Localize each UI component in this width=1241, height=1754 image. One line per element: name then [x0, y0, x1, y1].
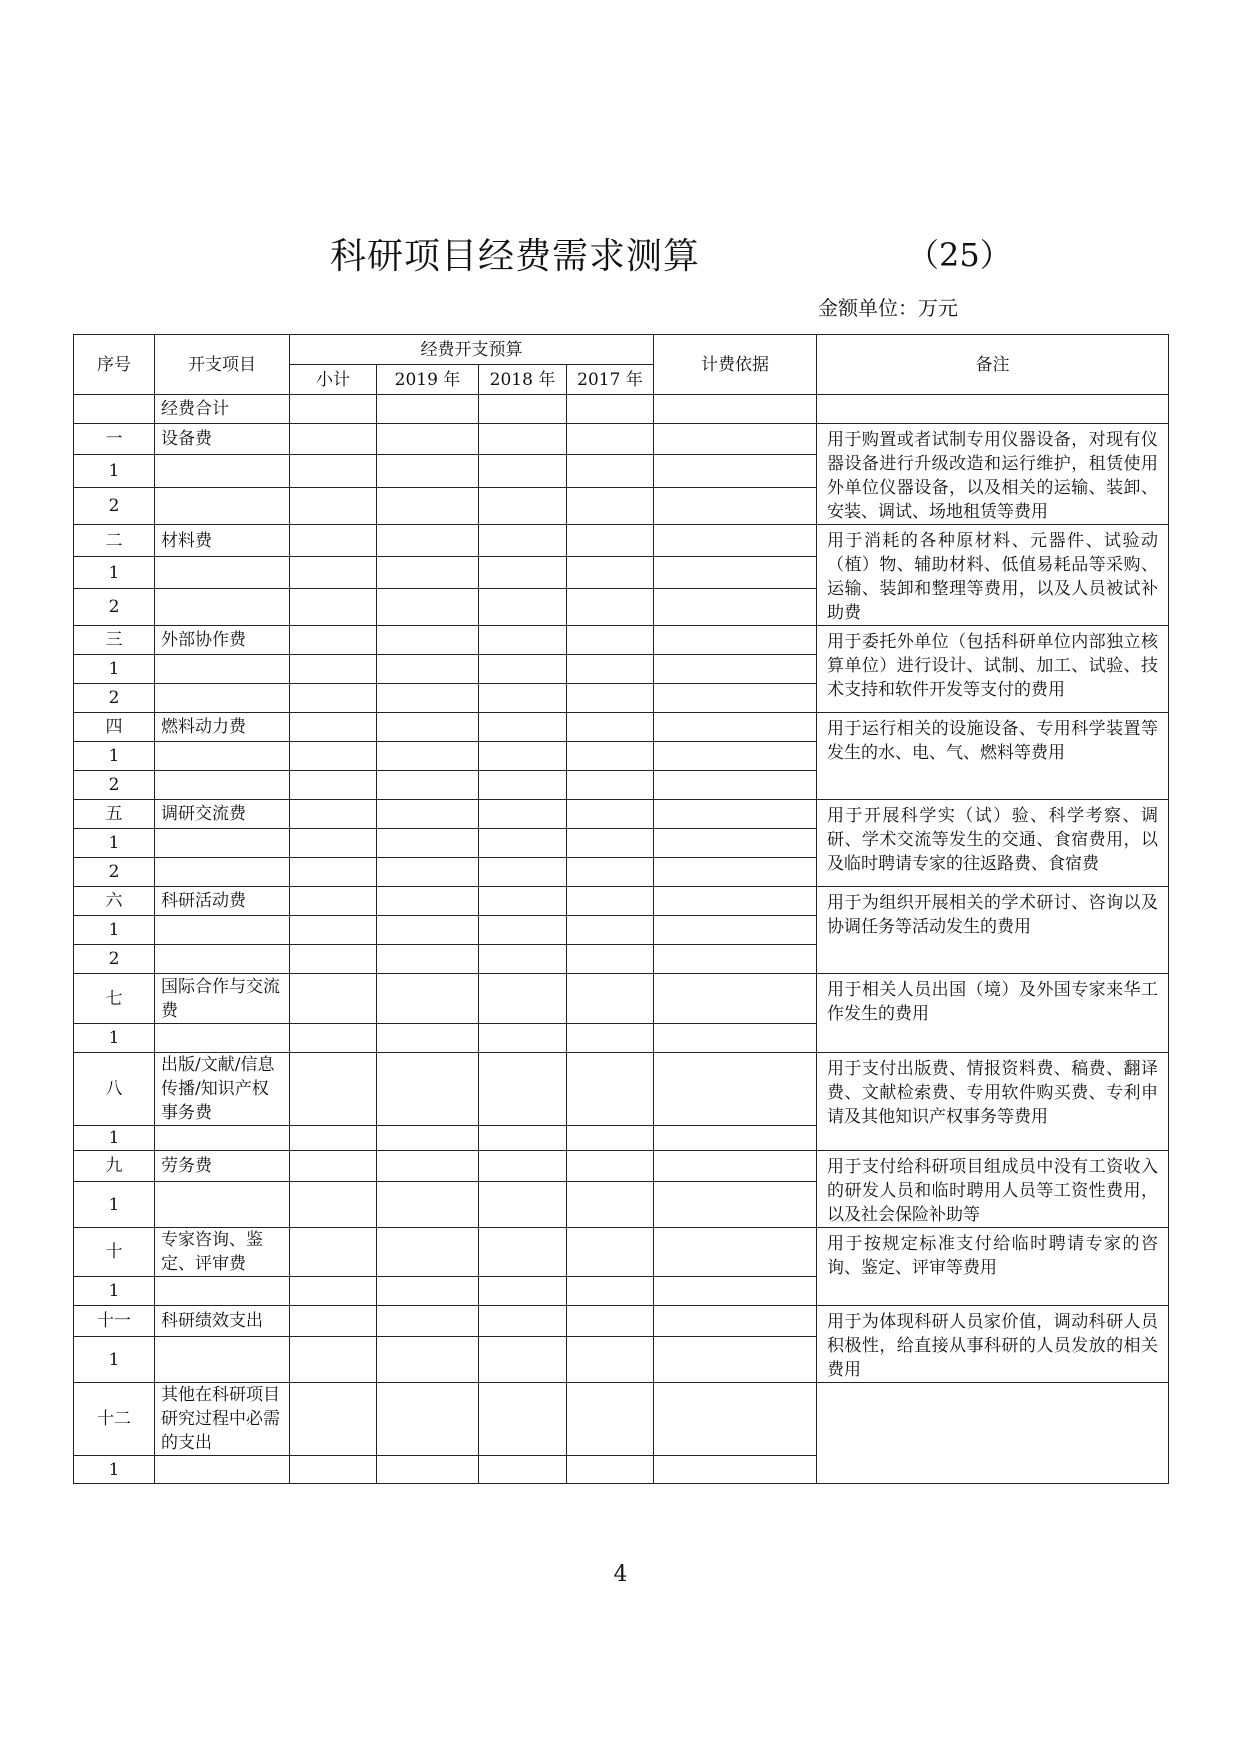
header-subtotal: 小计 — [290, 365, 377, 395]
header-seq: 序号 — [74, 335, 155, 395]
sub-item-name — [155, 829, 290, 858]
amount-2018-cell — [479, 1024, 567, 1053]
sub-item-number: 2 — [74, 589, 155, 626]
sub-item-name — [155, 684, 290, 713]
amount-2018-cell — [479, 684, 567, 713]
subtotal-cell — [290, 487, 377, 524]
amount-2019-cell — [377, 771, 479, 800]
subtotal-cell — [290, 800, 377, 829]
category-number: 十二 — [74, 1383, 155, 1456]
subtotal-cell — [290, 589, 377, 626]
expense-category-row — [74, 525, 1169, 557]
category-name: 调研交流费 — [155, 800, 290, 829]
amount-2019-cell — [377, 916, 479, 945]
amount-2019-cell — [377, 557, 479, 589]
basis-cell — [654, 974, 817, 1024]
category-note: 用于购置或者试制专用仪器设备，对现有仪器设备进行升级改造和运行维护，租赁使用外单位仪器设备，以及相关的运输、装卸、安装、调试、场地租赁等费用 — [817, 424, 1169, 525]
category-note: 用于为组织开展相关的学术研讨、咨询以及协调任务等活动发生的费用 — [817, 887, 1169, 974]
amount-2018-cell — [479, 945, 567, 974]
amount-2018-cell — [479, 1456, 567, 1484]
amount-2017-cell — [567, 684, 654, 713]
amount-2019-cell — [377, 1151, 479, 1182]
amount-2017-cell — [567, 626, 654, 655]
category-note: 用于委托外单位（包括科研单位内部独立核算单位）进行设计、试制、加工、试验、技术支持和软件开发等支付的费用 — [817, 626, 1169, 713]
subtotal-cell — [290, 945, 377, 974]
basis-cell — [654, 829, 817, 858]
amount-2018-cell — [479, 1053, 567, 1126]
basis-cell — [654, 713, 817, 742]
header-item: 开支项目 — [155, 335, 290, 395]
basis-cell — [654, 626, 817, 655]
sub-item-name — [155, 655, 290, 684]
amount-2017-cell — [567, 1383, 654, 1456]
subtotal-cell — [290, 1182, 377, 1228]
subtotal-cell — [290, 1277, 377, 1306]
subtotal-cell — [290, 525, 377, 557]
category-name: 出版/文献/信息传播/知识产权事务费 — [155, 1053, 290, 1126]
expense-category-row — [74, 1306, 1169, 1337]
amount-2018-cell — [479, 626, 567, 655]
subtotal-cell — [290, 858, 377, 887]
amount-2018-cell — [479, 829, 567, 858]
amount-2019-cell — [377, 1337, 479, 1383]
amount-2018-cell — [479, 916, 567, 945]
expense-category-row — [74, 1053, 1169, 1126]
category-number: 二 — [74, 525, 155, 557]
budget-table — [73, 334, 1169, 1484]
sub-item-number: 2 — [74, 771, 155, 800]
amount-2018-cell — [479, 1228, 567, 1277]
sub-item-number: 1 — [74, 1024, 155, 1053]
subtotal-cell — [290, 771, 377, 800]
subtotal-cell — [290, 887, 377, 916]
subtotal-cell — [290, 1151, 377, 1182]
amount-2017-cell — [567, 1126, 654, 1151]
sub-item-name — [155, 487, 290, 524]
basis-cell — [654, 1024, 817, 1053]
amount-2017-cell — [567, 1337, 654, 1383]
subtotal-cell — [290, 713, 377, 742]
subtotal-cell — [290, 1024, 377, 1053]
header-notes: 备注 — [817, 335, 1169, 395]
expense-category-row — [74, 1228, 1169, 1277]
expense-category-row — [74, 974, 1169, 1024]
basis-cell — [654, 887, 817, 916]
basis-cell — [654, 455, 817, 488]
amount-2019-cell — [377, 626, 479, 655]
basis-cell — [654, 1126, 817, 1151]
subtotal-cell — [290, 455, 377, 488]
basis-cell — [654, 1277, 817, 1306]
sub-item-number: 1 — [74, 742, 155, 771]
category-name: 外部协作费 — [155, 626, 290, 655]
basis-cell — [654, 557, 817, 589]
amount-2019-cell — [377, 742, 479, 771]
sub-item-name — [155, 945, 290, 974]
amount-2019-cell — [377, 589, 479, 626]
page-title: 科研项目经费需求测算 — [330, 236, 701, 277]
category-name: 科研活动费 — [155, 887, 290, 916]
basis-cell — [654, 655, 817, 684]
header-2017: 2017 年 — [567, 365, 654, 395]
amount-2018-cell — [479, 974, 567, 1024]
amount-2018-cell — [479, 424, 567, 455]
subtotal-cell — [290, 655, 377, 684]
amount-2018-cell — [479, 713, 567, 742]
sub-item-number: 1 — [74, 455, 155, 488]
amount-2018-cell — [479, 887, 567, 916]
amount-2019-cell — [377, 684, 479, 713]
sub-item-name — [155, 557, 290, 589]
sub-item-name — [155, 771, 290, 800]
category-note: 用于消耗的各种原材料、元器件、试验动（植）物、辅助材料、低值易耗品等采购、运输、装卸和整理等费用，以及人员被试补助费 — [817, 525, 1169, 626]
amount-2017-cell — [567, 1024, 654, 1053]
category-number: 十一 — [74, 1306, 155, 1337]
sub-item-name — [155, 1024, 290, 1053]
amount-2019-cell — [377, 1228, 479, 1277]
category-note: 用于支付出版费、情报资料费、稿费、翻译费、文献检索费、专用软件购买费、专利申请及其他知识产权事务等费用 — [817, 1053, 1169, 1151]
basis-cell — [654, 487, 817, 524]
total-label: 经费合计 — [155, 395, 290, 424]
basis-cell — [654, 1337, 817, 1383]
subtotal-cell — [290, 557, 377, 589]
sub-item-number: 1 — [74, 557, 155, 589]
subtotal-cell — [290, 1053, 377, 1126]
basis-cell — [654, 684, 817, 713]
sub-item-number: 1 — [74, 829, 155, 858]
amount-2018-cell — [479, 771, 567, 800]
basis-cell — [654, 525, 817, 557]
amount-2019-cell — [377, 455, 479, 488]
amount-2017-cell — [567, 1456, 654, 1484]
amount-2019-cell — [377, 1277, 479, 1306]
sub-item-number: 2 — [74, 945, 155, 974]
header-2018: 2018 年 — [479, 365, 567, 395]
sub-item-name — [155, 858, 290, 887]
amount-2019-cell — [377, 800, 479, 829]
sub-item-name — [155, 455, 290, 488]
category-name: 其他在科研项目研究过程中必需的支出 — [155, 1383, 290, 1456]
amount-2018-cell — [479, 742, 567, 771]
basis-cell — [654, 1053, 817, 1126]
category-number: 三 — [74, 626, 155, 655]
amount-2017-cell — [567, 916, 654, 945]
basis-cell — [654, 945, 817, 974]
amount-unit: 金额单位：万元 — [818, 296, 958, 320]
category-note — [817, 1383, 1169, 1484]
basis-cell — [654, 589, 817, 626]
amount-2019-cell — [377, 1383, 479, 1456]
amount-2017-cell — [567, 945, 654, 974]
sub-item-number: 1 — [74, 1337, 155, 1383]
amount-2019-cell — [377, 655, 479, 684]
sub-item-name — [155, 1277, 290, 1306]
expense-category-row — [74, 424, 1169, 455]
sub-item-number: 1 — [74, 1126, 155, 1151]
amount-2019-cell — [377, 424, 479, 455]
amount-2018-cell — [479, 1151, 567, 1182]
header-2019: 2019 年 — [377, 365, 479, 395]
amount-2017-cell — [567, 829, 654, 858]
category-name: 燃料动力费 — [155, 713, 290, 742]
sub-item-number: 1 — [74, 1456, 155, 1484]
amount-2017-cell — [567, 858, 654, 887]
category-note: 用于相关人员出国（境）及外国专家来华工作发生的费用 — [817, 974, 1169, 1053]
amount-2017-cell — [567, 713, 654, 742]
basis-cell — [654, 1228, 817, 1277]
expense-category-row — [74, 887, 1169, 916]
amount-2019-cell — [377, 945, 479, 974]
category-number: 九 — [74, 1151, 155, 1182]
subtotal-cell — [290, 684, 377, 713]
amount-2019-cell — [377, 974, 479, 1024]
category-name: 科研绩效支出 — [155, 1306, 290, 1337]
amount-2017-cell — [567, 655, 654, 684]
amount-2017-cell — [567, 974, 654, 1024]
category-note: 用于按规定标准支付给临时聘请专家的咨询、鉴定、评审等费用 — [817, 1228, 1169, 1306]
amount-2019-cell — [377, 1053, 479, 1126]
sub-item-number: 1 — [74, 916, 155, 945]
page-number: 4 — [613, 1562, 628, 1587]
subtotal-cell — [290, 626, 377, 655]
basis-cell — [654, 1456, 817, 1484]
amount-2017-cell — [567, 742, 654, 771]
amount-2017-cell — [567, 557, 654, 589]
amount-2019-cell — [377, 1024, 479, 1053]
category-note: 用于支付给科研项目组成员中没有工资收入的研发人员和临时聘用人员等工资性费用，以及社会保险补助等 — [817, 1151, 1169, 1228]
category-number: 六 — [74, 887, 155, 916]
sub-item-number: 1 — [74, 1277, 155, 1306]
amount-2017-cell — [567, 1053, 654, 1126]
subtotal-cell — [290, 974, 377, 1024]
subtotal-cell — [290, 829, 377, 858]
sub-item-name — [155, 1456, 290, 1484]
subtotal-cell — [290, 1228, 377, 1277]
amount-2017-cell — [567, 455, 654, 488]
amount-2017-cell — [567, 1228, 654, 1277]
header-budget: 经费开支预算 — [290, 335, 654, 365]
sub-item-name — [155, 1126, 290, 1151]
basis-cell — [654, 1383, 817, 1456]
category-note: 用于开展科学实（试）验、科学考察、调研、学术交流等发生的交通、食宿费用，以及临时聘请专家的往返路费、食宿费 — [817, 800, 1169, 887]
sub-item-name — [155, 916, 290, 945]
amount-2017-cell — [567, 1277, 654, 1306]
total-row — [74, 395, 1169, 424]
amount-2018-cell — [479, 655, 567, 684]
amount-2017-cell — [567, 1182, 654, 1228]
basis-cell — [654, 742, 817, 771]
expense-category-row — [74, 1383, 1169, 1456]
amount-2018-cell — [479, 1126, 567, 1151]
category-note: 用于为体现科研人员家价值，调动科研人员积极性，给直接从事科研的人员发放的相关费用 — [817, 1306, 1169, 1383]
category-number: 十 — [74, 1228, 155, 1277]
amount-2017-cell — [567, 589, 654, 626]
category-number: 七 — [74, 974, 155, 1024]
category-name: 劳务费 — [155, 1151, 290, 1182]
amount-2019-cell — [377, 713, 479, 742]
amount-2019-cell — [377, 525, 479, 557]
subtotal-cell — [290, 424, 377, 455]
amount-2018-cell — [479, 1306, 567, 1337]
basis-cell — [654, 1306, 817, 1337]
expense-category-row — [74, 713, 1169, 742]
amount-2019-cell — [377, 1182, 479, 1228]
subtotal-cell — [290, 916, 377, 945]
expense-category-row — [74, 800, 1169, 829]
amount-2017-cell — [567, 800, 654, 829]
amount-2019-cell — [377, 829, 479, 858]
amount-2017-cell — [567, 424, 654, 455]
amount-2017-cell — [567, 887, 654, 916]
subtotal-cell — [290, 1383, 377, 1456]
sub-item-number: 1 — [74, 1182, 155, 1228]
subtotal-cell — [290, 1306, 377, 1337]
header-basis: 计费依据 — [654, 335, 817, 395]
amount-2018-cell — [479, 1182, 567, 1228]
amount-2018-cell — [479, 557, 567, 589]
amount-2018-cell — [479, 455, 567, 488]
sub-item-number: 1 — [74, 655, 155, 684]
amount-2017-cell — [567, 1306, 654, 1337]
category-number: 八 — [74, 1053, 155, 1126]
sub-item-name — [155, 1337, 290, 1383]
expense-category-row — [74, 626, 1169, 655]
basis-cell — [654, 916, 817, 945]
amount-2017-cell — [567, 1151, 654, 1182]
sub-item-name — [155, 1182, 290, 1228]
category-number: 四 — [74, 713, 155, 742]
basis-cell — [654, 1182, 817, 1228]
sub-item-name — [155, 742, 290, 771]
sub-item-number: 2 — [74, 684, 155, 713]
subtotal-cell — [290, 1337, 377, 1383]
amount-2018-cell — [479, 589, 567, 626]
amount-2018-cell — [479, 525, 567, 557]
category-name: 专家咨询、鉴定、评审费 — [155, 1228, 290, 1277]
category-name: 材料费 — [155, 525, 290, 557]
amount-2018-cell — [479, 1277, 567, 1306]
basis-cell — [654, 1151, 817, 1182]
amount-2017-cell — [567, 487, 654, 524]
basis-cell — [654, 800, 817, 829]
form-code: （25） — [907, 236, 1012, 274]
amount-2018-cell — [479, 487, 567, 524]
amount-2018-cell — [479, 858, 567, 887]
sub-item-number: 2 — [74, 858, 155, 887]
amount-2017-cell — [567, 525, 654, 557]
amount-2019-cell — [377, 1126, 479, 1151]
sub-item-number: 2 — [74, 487, 155, 524]
expense-category-row — [74, 1151, 1169, 1182]
sub-item-name — [155, 589, 290, 626]
amount-2018-cell — [479, 1383, 567, 1456]
amount-2018-cell — [479, 1337, 567, 1383]
basis-cell — [654, 771, 817, 800]
category-name: 设备费 — [155, 424, 290, 455]
amount-2019-cell — [377, 1306, 479, 1337]
subtotal-cell — [290, 1126, 377, 1151]
subtotal-cell — [290, 742, 377, 771]
basis-cell — [654, 424, 817, 455]
amount-2018-cell — [479, 800, 567, 829]
basis-cell — [654, 858, 817, 887]
amount-2017-cell — [567, 771, 654, 800]
amount-2019-cell — [377, 887, 479, 916]
category-number: 一 — [74, 424, 155, 455]
amount-2019-cell — [377, 487, 479, 524]
subtotal-cell — [290, 1456, 377, 1484]
category-number: 五 — [74, 800, 155, 829]
category-note: 用于运行相关的设施设备、专用科学装置等发生的水、电、气、燃料等费用 — [817, 713, 1169, 800]
amount-2019-cell — [377, 858, 479, 887]
amount-2019-cell — [377, 1456, 479, 1484]
category-name: 国际合作与交流费 — [155, 974, 290, 1024]
